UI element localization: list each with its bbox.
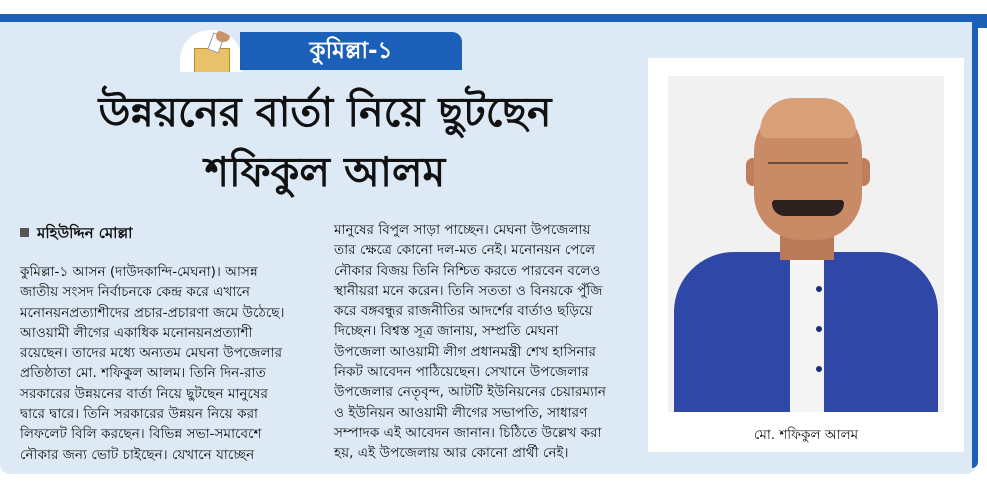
body-line: সরকারের উন্নয়নের বার্তা নিয়ে ছুটছেন মানুষের <box>20 385 268 402</box>
byline-author: মহিউদ্দিন মোল্লা <box>37 224 133 242</box>
vest-button <box>816 326 822 332</box>
body-line: লিফলেট বিলি করছেন। বিভিন্ন সভা-সমাবেশে <box>20 426 262 443</box>
body-line: হয়, এই উপজেলায় আর কোনো প্রার্থী নেই। <box>334 445 569 462</box>
portrait-photo <box>668 76 944 412</box>
body-line: দ্বারে দ্বারে। তিনি সরকারের উন্নয়ন নিয়ে করা <box>20 406 258 423</box>
body-line: স্থানীয়রা মনে করেন। তিনি সততা ও বিনয়কে পুঁজি <box>334 282 603 299</box>
shirt-shape <box>790 252 824 412</box>
body-line: উপজেলার নেতৃবৃন্দ, আটটি ইউনিয়নের চেয়ারম্যান <box>334 384 607 401</box>
body-line: আওয়ামী লীগের একাধিক মনোনয়নপ্রত্যাশী <box>20 324 253 341</box>
body-line: নৌকার জন্য ভোট চাইছেন। যেখানে যাচ্ছেন <box>20 446 255 463</box>
headline-line-1: উন্নয়নের বার্তা নিয়ে ছুটছেন <box>98 88 552 136</box>
body-line: প্রতিষ্ঠাতা মো. শফিকুল আলম। তিনি দিন-রাত <box>20 365 266 382</box>
body-line: মানুষের বিপুল সাড়া পাচ্ছেন। মেঘনা উপজেলায় <box>334 222 591 238</box>
vest-button <box>816 286 822 292</box>
body-line: নিকট আবেদন পাঠিয়েছেন। সেখানে উপজেলার <box>334 364 589 381</box>
vest-button <box>816 366 822 372</box>
photo-caption: মো. শফিকুল আলম <box>753 427 859 443</box>
body-line: রয়েছেন। তাদের মধ্যে অন্যতম মেঘনা উপজেলার <box>20 345 283 362</box>
head-top-shape <box>760 98 856 138</box>
body-column-1 <box>20 262 320 465</box>
section-tag: কুমিল্লা-১ <box>240 32 462 70</box>
moustache-shape <box>772 200 844 216</box>
body-line: করে বঙ্গবন্ধুর রাজনীতির আদর্শের বার্তাও ছড়িয়ে <box>334 303 593 320</box>
body-line: তার ক্ষেত্রে কোনো দল-মত নেই। মনোনয়ন পেলে <box>334 242 596 259</box>
body-line: মনোনয়নপ্রত্যাশীদের প্রচার-প্রচারণা জমে উঠেছে। <box>20 304 285 321</box>
panel-right-edge <box>972 22 978 468</box>
body-line: সম্পাদক এই আবেদন জানান। চিঠিতে উল্লেখ করা <box>334 424 602 441</box>
body-line: উপজেলা আওয়ামী লীগ প্রধানমন্ত্রী শেখ হাসিনার <box>334 343 596 360</box>
body-line: ও ইউনিয়ন আওয়ামী লীগের সভাপতি, সাধারণ <box>334 404 588 421</box>
bullet-square-icon <box>20 228 29 237</box>
headline <box>20 82 630 202</box>
headline-line-2: শফিকুল আলম <box>204 148 446 196</box>
body-line: দিচ্ছেন। বিশ্বস্ত সূত্র জানায়, সম্প্রতি মেঘনা <box>334 323 559 340</box>
body-line: নৌকার বিজয় তিনি নিশ্চিত করতে পারবেন বলেও <box>334 262 601 279</box>
brow-line <box>768 162 848 172</box>
body-column-2 <box>334 220 634 464</box>
byline <box>20 222 320 246</box>
body-line: কুমিল্লা-১ আসন (দাউদকান্দি-মেঘনা)। আসন্ন <box>20 264 258 280</box>
photo-card <box>648 58 964 452</box>
body-line: জাতীয় সংসদ নির্বাচনকে কেন্দ্র করে এখানে <box>20 284 250 301</box>
